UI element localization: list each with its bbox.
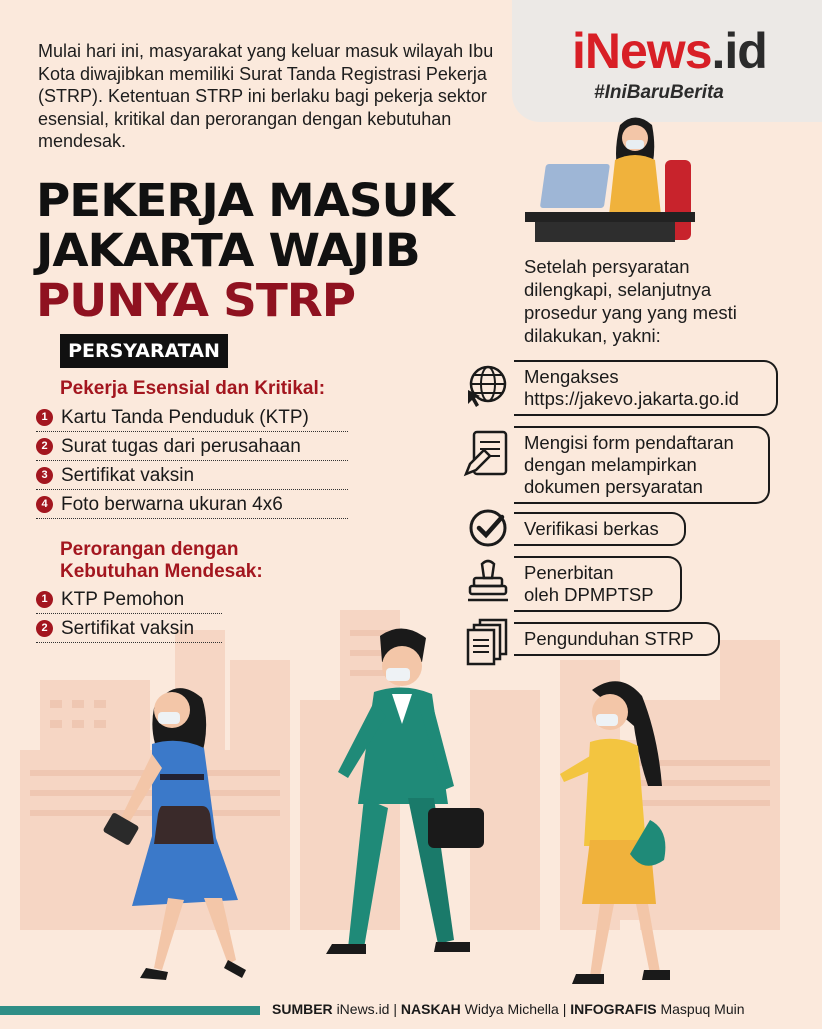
item-number: 1 xyxy=(36,591,53,608)
woman-blue-dress-illustration xyxy=(92,668,302,998)
title-line-1: PEKERJA MASUK xyxy=(36,174,454,227)
credits-footer: SUMBER iNews.id | NASKAH Widya Michella | INFOGRAFIS Maspuq Muin xyxy=(272,1001,745,1017)
title-line-3: PUNYA STRP xyxy=(36,274,355,327)
item-text: Surat tugas dari perusahaan xyxy=(61,435,301,457)
brand-logo: iNews.id xyxy=(572,23,767,79)
list-item xyxy=(36,433,348,461)
group-title-essential: Pekerja Esensial dan Kritikal: xyxy=(60,378,326,399)
requirements-badge: PERSYARATAN xyxy=(60,334,228,368)
procedure-step-1: Mengakses https://jakevo.jakarta.go.id xyxy=(514,360,778,416)
form-pen-icon xyxy=(462,428,514,480)
item-text: Sertifikat vaksin xyxy=(61,617,195,639)
group-title-urgent: Perorangan dengan Kebutuhan Mendesak: xyxy=(60,539,263,582)
item-number: 2 xyxy=(36,620,53,637)
intro-paragraph: Mulai hari ini, masyarakat yang keluar masuk wilayah Ibu Kota diwajibkan memiliki Surat Tanda Registrasi Pekerja (STRP). Ketentuan STRP ini berlaku bagi pekerja sektor esensial, kritikal dan perorangan dengan kebutuhan mendesak. xyxy=(38,41,494,151)
item-number: 1 xyxy=(36,409,53,426)
procedure-step-3: Verifikasi berkas xyxy=(514,512,686,546)
documents-icon xyxy=(462,616,514,668)
item-number: 3 xyxy=(36,467,53,484)
brand-tagline: #IniBaruBerita xyxy=(594,82,724,103)
title-line-2: JAKARTA WAJIB xyxy=(36,224,420,277)
list-item xyxy=(36,615,222,643)
item-number: 2 xyxy=(36,438,53,455)
procedure-step-2: Mengisi form pendaftaran dengan melampirkan dokumen persyaratan xyxy=(514,426,770,504)
list-item xyxy=(36,404,348,432)
office-worker-illustration xyxy=(525,100,705,250)
list-item xyxy=(36,586,222,614)
item-text: Sertifikat vaksin xyxy=(61,464,195,486)
globe-cursor-icon xyxy=(462,360,514,412)
item-text: Foto berwarna ukuran 4x6 xyxy=(61,493,283,515)
procedure-intro: Setelah persyaratan dilengkapi, selanjutnya prosedur yang yang mesti dilakukan, yakni: xyxy=(524,256,737,346)
item-text: Kartu Tanda Penduduk (KTP) xyxy=(61,406,309,428)
list-item xyxy=(36,491,348,519)
man-green-suit-illustration xyxy=(322,622,522,972)
stamp-icon xyxy=(462,556,514,608)
page-title xyxy=(36,176,454,326)
item-text: KTP Pemohon xyxy=(61,588,185,610)
woman-yellow-outfit-illustration xyxy=(540,670,710,1000)
footer-accent-bar xyxy=(0,1006,260,1015)
procedure-step-4: Penerbitan oleh DPMPTSP xyxy=(514,556,682,612)
list-item xyxy=(36,462,348,490)
item-number: 4 xyxy=(36,496,53,513)
procedure-step-5: Pengunduhan STRP xyxy=(514,622,720,656)
checkmark-icon xyxy=(462,502,514,554)
